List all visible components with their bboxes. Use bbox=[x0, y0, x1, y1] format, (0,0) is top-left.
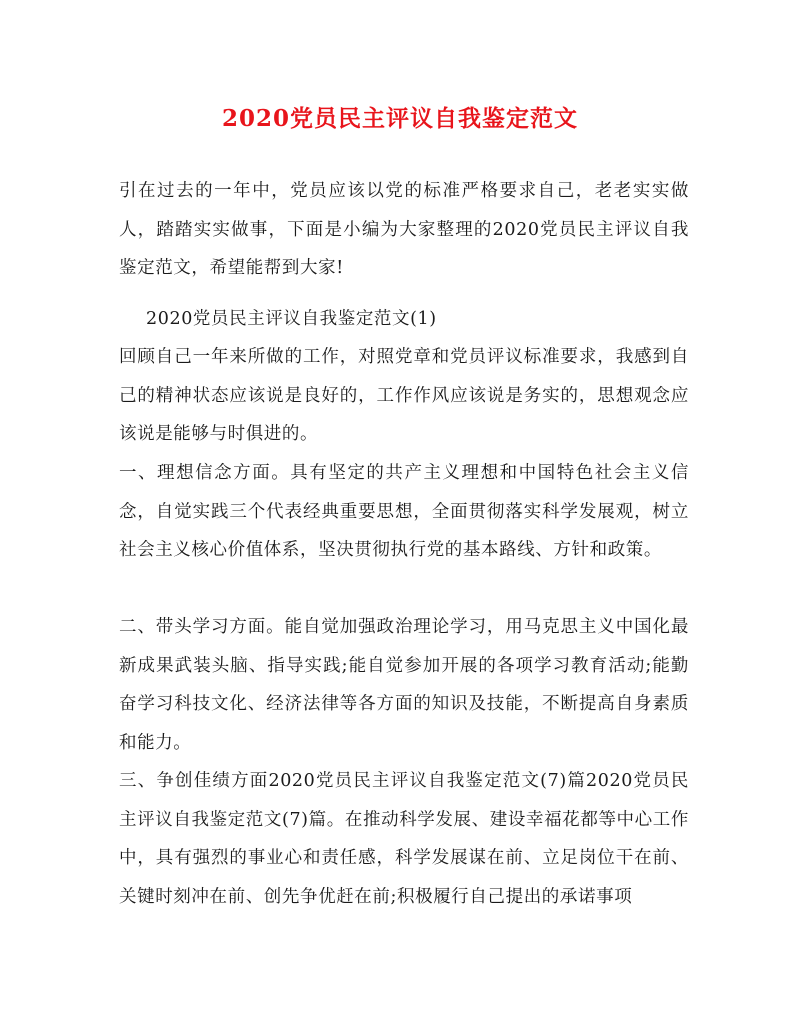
section-heading: 2020党员民主评议自我鉴定范文(1) bbox=[146, 309, 437, 329]
review-paragraph: 回顾自己一年来所做的工作，对照党章和党员评议标准要求，我感到自己的精神状态应该说是良好的，工作作风应该说是务实的，思想观念应该说是能够与时俱进的。 bbox=[119, 347, 689, 444]
study-paragraph: 二、带头学习方面。能自觉加强政治理论学习，用马克思主义中国化最新成果武装头脑、指导实践;能自觉参加开展的各项学习教育活动;能勤奋学习科技文化、经济法律等各方面的知识及技能，不断提高自身素质和能力。 bbox=[119, 617, 689, 753]
intro-paragraph: 引在过去的一年中，党员应该以党的标准严格要求自己，老老实实做人，踏踏实实做事，下面是小编为大家整理的2020党员民主评议自我鉴定范文，希望能帮到大家! bbox=[119, 181, 689, 278]
ideals-paragraph: 一、理想信念方面。具有坚定的共产主义理想和中国特色社会主义信念，自觉实践三个代表经典重要思想，全面贯彻落实科学发展观，树立社会主义核心价值体系，坚决贯彻执行党的基本路线、方针和政策。 bbox=[119, 463, 689, 560]
achievement-paragraph: 三、争创佳绩方面2020党员民主评议自我鉴定范文(7)篇2020党员民主评议自我鉴定范文(7)篇。在推动科学发展、建设幸福花都等中心工作中，具有强烈的事业心和责任感，科学发展谋在前、立足岗位干在前、关键时刻冲在前、创先争优赶在前;积极履行自己提出的承诺事项 bbox=[119, 771, 689, 907]
document-title: 2020党员民主评议自我鉴定范文 bbox=[221, 105, 578, 132]
